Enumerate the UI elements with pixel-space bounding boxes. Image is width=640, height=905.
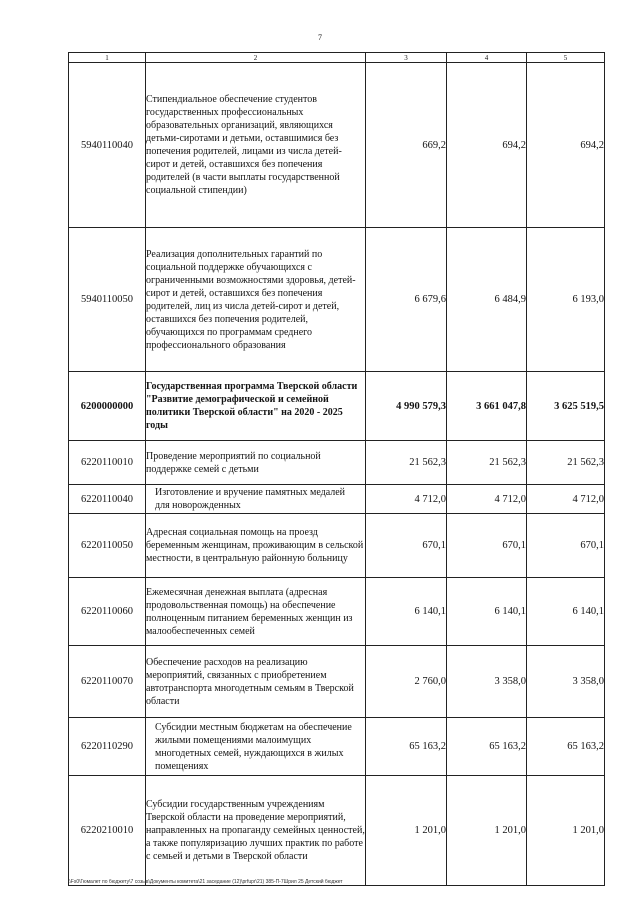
row-name: Субсидии местным бюджетам на обеспечение жилыми помещениями малоимущих многодетных семей, нуждающихся в жилых помещениях (146, 718, 366, 776)
row-value-4: 21 562,3 (447, 441, 527, 485)
table-row (69, 372, 605, 441)
row-value-5: 6 140,1 (527, 578, 605, 646)
row-value-3: 21 562,3 (366, 441, 447, 485)
row-name: Проведение мероприятий по социальной поддержке семей с детьми (146, 441, 366, 485)
row-name: Изготовление и вручение памятных медалей для новорожденных (146, 485, 366, 514)
table-row (69, 63, 605, 228)
column-header-5: 5 (527, 53, 605, 63)
row-value-5: 21 562,3 (527, 441, 605, 485)
budget-table (68, 52, 605, 886)
table-row (69, 776, 605, 886)
row-name: Государственная программа Тверской области "Развитие демографической и семейной политики Тверской области" на 2020 - 2025 годы (146, 372, 366, 441)
file-path-footer: \\Fs0\Гюмалет по бюджету\7 созыв\Документы комитета\21 заседание (12)\prfupr\21) 385-П-7Шрил 25 Детский бюджет (68, 879, 343, 885)
row-value-5: 670,1 (527, 514, 605, 578)
row-value-5: 3 625 519,5 (527, 372, 605, 441)
row-code: 6220210010 (69, 776, 146, 886)
row-value-3: 65 163,2 (366, 718, 447, 776)
row-code: 6220110010 (69, 441, 146, 485)
column-header-2: 2 (146, 53, 366, 63)
row-value-5: 1 201,0 (527, 776, 605, 886)
row-value-3: 6 679,6 (366, 228, 447, 372)
table-row (69, 718, 605, 776)
row-name: Реализация дополнительных гарантий по социальной поддержке обучающихся с ограниченными возможностями здоровья, детей-сирот и детей, оставшихся без попечения родителей, лиц из числа детей-сирот и детей, оставшихся без попечения родителей, обучающихся по программам среднего профессионального образования (146, 228, 366, 372)
row-value-4: 670,1 (447, 514, 527, 578)
row-code: 6200000000 (69, 372, 146, 441)
table-row (69, 441, 605, 485)
row-code: 5940110040 (69, 63, 146, 228)
column-header-1: 1 (69, 53, 146, 63)
row-value-4: 1 201,0 (447, 776, 527, 886)
row-value-4: 6 140,1 (447, 578, 527, 646)
row-value-3: 4 712,0 (366, 485, 447, 514)
row-value-4: 3 358,0 (447, 646, 527, 718)
row-value-3: 669,2 (366, 63, 447, 228)
row-value-3: 4 990 579,3 (366, 372, 447, 441)
row-code: 5940110050 (69, 228, 146, 372)
row-value-4: 4 712,0 (447, 485, 527, 514)
column-header-3: 3 (366, 53, 447, 63)
row-name: Обеспечение расходов на реализацию мероприятий, связанных с приобретением автотранспорта многодетным семьям в Тверской области (146, 646, 366, 718)
table-row (69, 228, 605, 372)
column-header-4: 4 (447, 53, 527, 63)
row-value-5: 6 193,0 (527, 228, 605, 372)
row-value-4: 6 484,9 (447, 228, 527, 372)
table-header-row (69, 53, 605, 63)
row-code: 6220110040 (69, 485, 146, 514)
row-value-3: 2 760,0 (366, 646, 447, 718)
row-value-5: 694,2 (527, 63, 605, 228)
row-value-5: 3 358,0 (527, 646, 605, 718)
table-row (69, 646, 605, 718)
row-value-4: 3 661 047,8 (447, 372, 527, 441)
row-name: Ежемесячная денежная выплата (адресная продовольственная помощь) на обеспечение полноценным питанием беременных женщин из малообеспеченных семей (146, 578, 366, 646)
table-row (69, 514, 605, 578)
row-value-4: 694,2 (447, 63, 527, 228)
row-code: 6220110050 (69, 514, 146, 578)
page-number: 7 (318, 33, 322, 42)
row-code: 6220110070 (69, 646, 146, 718)
row-code: 6220110060 (69, 578, 146, 646)
row-value-3: 670,1 (366, 514, 447, 578)
row-value-3: 1 201,0 (366, 776, 447, 886)
row-value-3: 6 140,1 (366, 578, 447, 646)
row-name: Субсидии государственным учреждениям Тверской области на проведение мероприятий, направленных на пропаганду семейных ценностей, а также популяризацию лучших практик по работе с семьей и детьми в Тверской области (146, 776, 366, 886)
row-name: Адресная социальная помощь на проезд беременным женщинам, проживающим в сельской местности, в центральную районную больницу (146, 514, 366, 578)
row-code: 6220110290 (69, 718, 146, 776)
row-value-4: 65 163,2 (447, 718, 527, 776)
table-row (69, 578, 605, 646)
table-row (69, 485, 605, 514)
row-name: Стипендиальное обеспечение студентов государственных профессиональных образовательных организаций, являющихся детьми-сиротами и детьми, оставшимися без попечения родителей, лицами из числа детей-сирот и детей, оставшихся без попечения родителей (в части выплаты государственной социальной стипендии) (146, 63, 366, 228)
row-value-5: 65 163,2 (527, 718, 605, 776)
row-value-5: 4 712,0 (527, 485, 605, 514)
